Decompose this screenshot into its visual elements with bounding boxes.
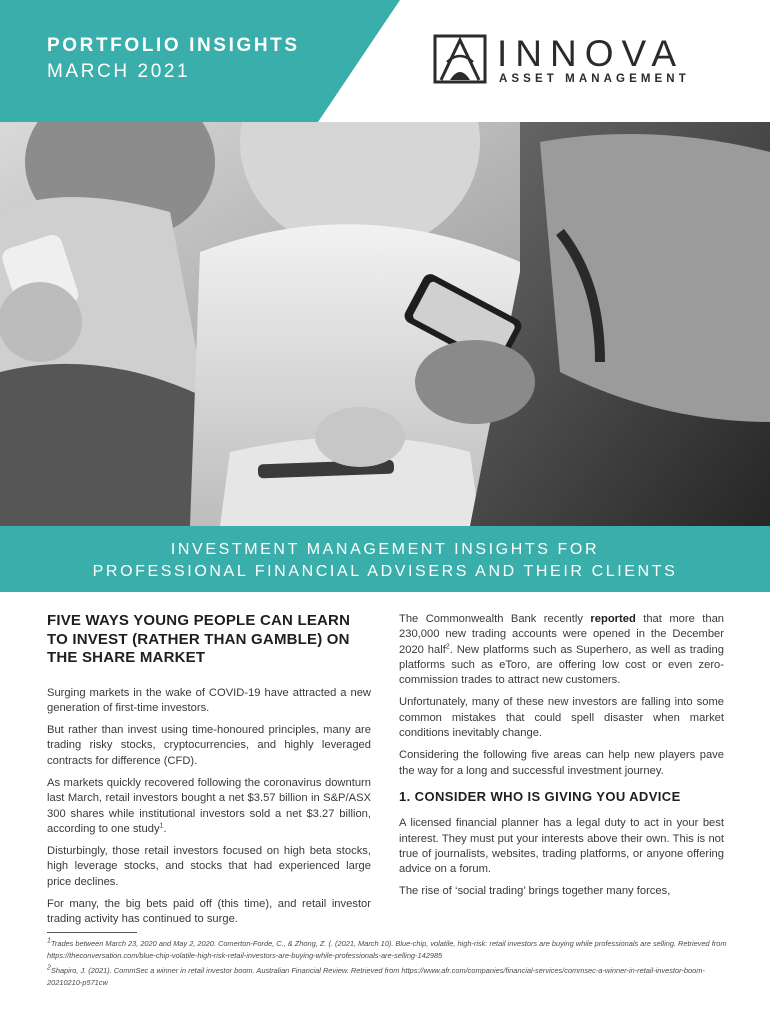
paragraph-end: . [163, 822, 167, 835]
paragraph [47, 776, 371, 837]
publication-date: MARCH 2021 [47, 61, 191, 82]
logo-tagline: ASSET MANAGEMENT [499, 73, 690, 85]
article-title: FIVE WAYS YOUNG PEOPLE CAN LEARN TO INVEST (RATHER THAN GAMBLE) ON THE SHARE MARKET [47, 612, 351, 666]
paragraph: The rise of ‘social trading’ brings together many forces, [399, 885, 671, 898]
logo-mark-icon [433, 34, 487, 84]
article-left-column [47, 612, 371, 935]
paragraph [399, 612, 724, 688]
paragraph-text: that more than 230,000 new trading accounts were opened in the December 2020 half [399, 613, 725, 656]
reported-link[interactable]: reported [590, 613, 636, 625]
logo-wordmark: INNOVA [497, 33, 685, 74]
publication-name: PORTFOLIO INSIGHTS [47, 35, 300, 56]
footnote [47, 965, 727, 989]
footnote [47, 938, 727, 962]
paragraph: Disturbingly, those retail investors focused on high beta stocks, high leverage stocks, and stocks that had experienced large price declines. [47, 845, 371, 888]
footnote-text: Trades between March 23, 2020 and May 2, 2020. Comerton-Forde, C., & Zhong, Z. (. (2021, March 10). Blue-chip, volatile, high-risk: retail investors are buying while professionals are selling. Retrieved from https://theconversation.com/blue-chip-volatile-high-risk-retail-investors-are-buying-while-professionals-are-selling-142985 [47, 939, 727, 960]
paragraph: Considering the following five areas can help new players pave the way for a long and successful investment journey. [399, 749, 724, 777]
footnote-number: 2 [47, 964, 51, 972]
paragraph: Unfortunately, many of these new investors are falling into some common mistakes that could spell disaster when market conditions inevitably change. [399, 696, 724, 740]
hero-photo-illustration [0, 122, 770, 526]
footnote-reference: 1 [159, 822, 164, 830]
footnote-reference: 2 [445, 642, 450, 650]
article-right-column [399, 612, 724, 907]
paragraph: But rather than invest using time-honoured principles, many are trading risky stocks, cryptocurrencies, and highly leveraged contracts for difference (CFD). [47, 724, 371, 767]
innova-logo [433, 34, 723, 86]
banner-line-2: PROFESSIONAL FINANCIAL ADVISERS AND THEIR CLIENTS [92, 563, 678, 580]
paragraph-text: As markets quickly recovered following the coronavirus downturn last March, retail investors bought a net $3.57 billion in S&P/ASX 300 shares while institutional investors sold a net $3.27 billion, according to one study [47, 776, 371, 835]
section-heading: 1. CONSIDER WHO IS GIVING YOU ADVICE [399, 788, 681, 804]
paragraph: For many, the big bets paid off (this time), and retail investor trading activity has continued to surge. [47, 898, 371, 926]
footnotes [47, 938, 727, 992]
footnote-text: Shapiro, J. (2021). CommSec a winner in retail investor boom. Australian Financial Review. Retrieved from https://www.afr.com/companies/financial-services/commsec-a-winner-in-retail-investor-boom-20210210-p571cw [47, 966, 705, 987]
banner-line-1: INVESTMENT MANAGEMENT INSIGHTS FOR [170, 541, 600, 558]
footnote-divider [47, 932, 137, 933]
hero-photo [0, 122, 770, 526]
publication-title [47, 34, 300, 86]
paragraph: A licensed financial planner has a legal duty to act in your best interest. They must put your interests above their own. This is not true of journalists, websites, trading platforms, or anyone offering advice on a forum. [399, 817, 724, 876]
paragraph-text: . New platforms such as Superhero, as well as trading platforms such as eToro, are offering low cost or even zero-commission trades to attract new customers. [399, 643, 724, 687]
paragraph-text: The Commonwealth Bank recently [399, 613, 591, 625]
section-banner [0, 526, 770, 592]
paragraph: Surging markets in the wake of COVID-19 have attracted a new generation of first-time investors. [47, 686, 371, 714]
page-header [0, 0, 770, 122]
footnote-number: 1 [47, 937, 51, 945]
